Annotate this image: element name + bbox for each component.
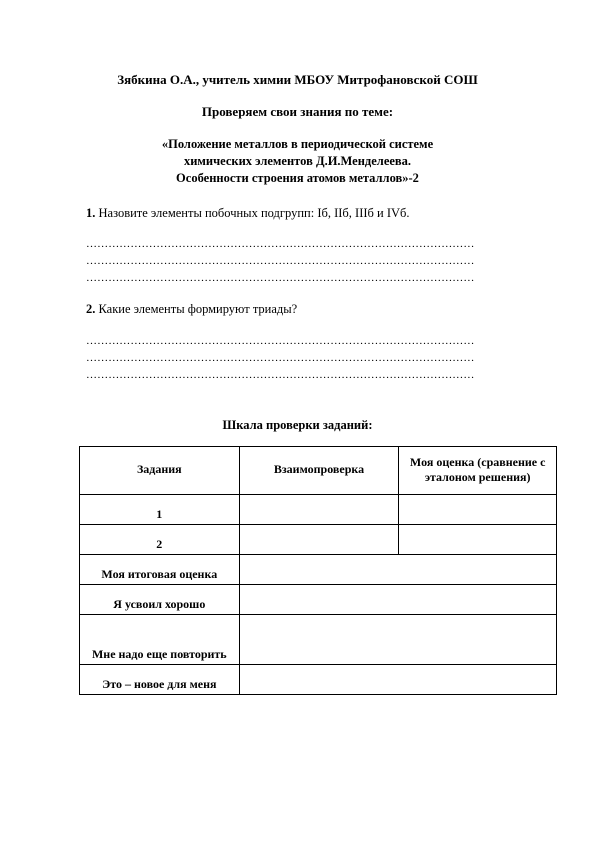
new-for-me-label: Это – новое для меня — [80, 665, 240, 695]
header-tasks: Задания — [80, 447, 240, 495]
question-2-number: 2. — [86, 302, 96, 316]
question-2 — [86, 302, 297, 317]
answer-line-1-2[interactable]: …………………………………………………………………………………………… — [86, 255, 475, 267]
topic-line-2: химических элементов Д.И.Менделеева. — [183, 154, 412, 168]
task-2-self-cell[interactable] — [399, 525, 557, 555]
need-repeat-label: Мне надо еще повторить — [80, 615, 240, 665]
new-for-me-cell[interactable] — [239, 665, 556, 695]
scale-table — [79, 446, 557, 695]
topic-line-1: «Положение металлов в периодической системе — [161, 137, 434, 151]
author-line: Зябкина О.А., учитель химии МБОУ Митрофановской СОШ — [117, 72, 478, 87]
learned-well-label: Я усвоил хорошо — [80, 585, 240, 615]
task-2-peer-cell[interactable] — [239, 525, 399, 555]
answer-line-2-1[interactable]: …………………………………………………………………………………………… — [86, 335, 475, 347]
task-1-self-cell[interactable] — [399, 495, 557, 525]
task-2-label: 2 — [80, 525, 240, 555]
task-1-label: 1 — [80, 495, 240, 525]
question-1-number: 1. — [86, 206, 96, 220]
topic-line-3: Особенности строения атомов металлов»-2 — [176, 171, 419, 185]
learned-well-cell[interactable] — [239, 585, 556, 615]
scale-title: Шкала проверки заданий: — [222, 418, 373, 432]
subtitle: Проверяем свои знания по теме: — [201, 104, 394, 119]
topic-title — [0, 136, 595, 187]
answer-line-2-3[interactable]: …………………………………………………………………………………………… — [86, 369, 475, 381]
need-repeat-cell[interactable] — [239, 615, 556, 665]
question-1-text: Назовите элементы побочных подгрупп: Iб, IIб, IIIб и IVб. — [98, 206, 410, 220]
answer-line-1-3[interactable]: …………………………………………………………………………………………… — [86, 272, 475, 284]
question-1 — [86, 206, 410, 221]
header-peer-check: Взаимопроверка — [239, 447, 399, 495]
answer-line-1-1[interactable]: …………………………………………………………………………………………… — [86, 238, 475, 250]
final-grade-label: Моя итоговая оценка — [80, 555, 240, 585]
final-grade-cell[interactable] — [239, 555, 556, 585]
answer-line-2-2[interactable]: …………………………………………………………………………………………… — [86, 352, 475, 364]
header-self-grade: Моя оценка (сравнение с эталоном решения) — [399, 447, 557, 495]
task-1-peer-cell[interactable] — [239, 495, 399, 525]
question-2-text: Какие элементы формируют триады? — [98, 302, 298, 316]
